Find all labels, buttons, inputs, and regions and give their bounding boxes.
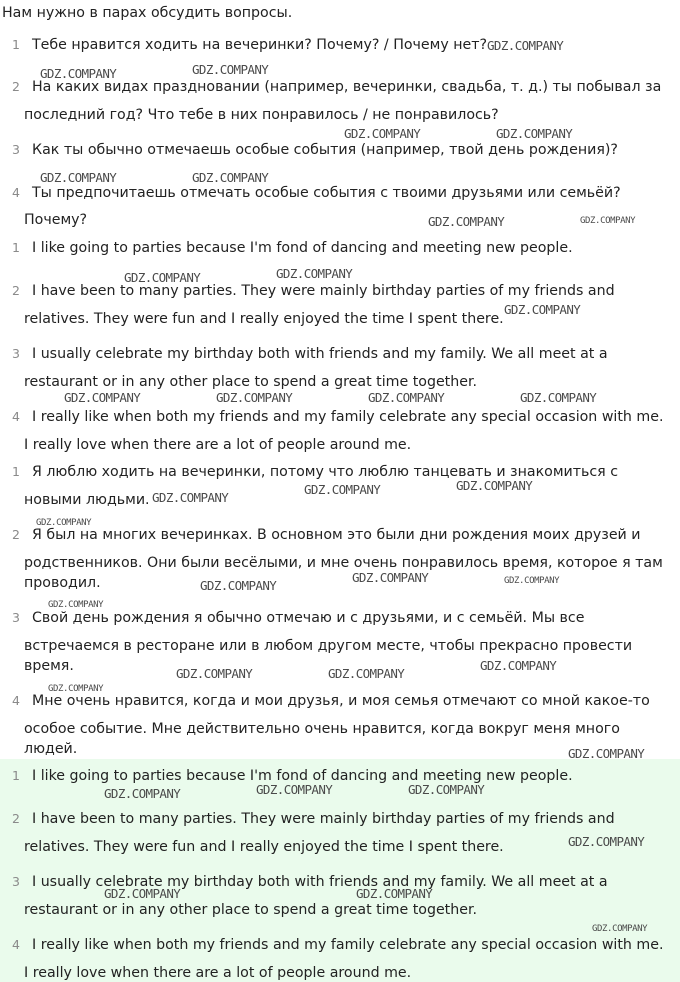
- item-number: 1: [12, 240, 20, 255]
- watermark: GDZ.COMPANY: [256, 782, 333, 797]
- watermark: GDZ.COMPANY: [480, 658, 557, 673]
- item-line: I usually celebrate my birthday both with friends and my family. We all meet at a: [32, 874, 608, 890]
- watermark: GDZ.COMPANY: [504, 576, 560, 586]
- item-number: 1: [12, 768, 20, 783]
- watermark: GDZ.COMPANY: [504, 302, 581, 317]
- watermark: GDZ.COMPANY: [304, 482, 381, 497]
- watermark: GDZ.COMPANY: [568, 834, 645, 849]
- watermark: GDZ.COMPANY: [356, 886, 433, 901]
- watermark: GDZ.COMPANY: [328, 666, 405, 681]
- item-line: I really like when both my friends and my family celebrate any special occasion with me.: [32, 409, 664, 425]
- item-line: проводил.: [24, 575, 101, 591]
- item-number: 2: [12, 283, 20, 298]
- watermark: GDZ.COMPANY: [352, 570, 429, 585]
- item-number: 4: [12, 937, 20, 952]
- watermark: GDZ.COMPANY: [344, 126, 421, 141]
- item-line: I have been to many parties. They were mainly birthday parties of my friends and: [32, 811, 615, 827]
- watermark: GDZ.COMPANY: [40, 66, 117, 81]
- item-line: Почему?: [24, 212, 88, 228]
- watermark: GDZ.COMPANY: [276, 266, 353, 281]
- item-line: I really love when there are a lot of people around me.: [24, 965, 412, 981]
- watermark: GDZ.COMPANY: [40, 170, 117, 185]
- item-line: restaurant or in any other place to spend a great time together.: [24, 374, 478, 390]
- item-number: 2: [12, 79, 20, 94]
- item-number: 4: [12, 409, 20, 424]
- watermark: GDZ.COMPANY: [124, 270, 201, 285]
- item-number: 2: [12, 527, 20, 542]
- watermark: GDZ.COMPANY: [496, 126, 573, 141]
- item-line: новыми людьми.: [24, 492, 150, 508]
- item-number: 4: [12, 693, 20, 708]
- watermark: GDZ.COMPANY: [152, 490, 229, 505]
- item-line: встречаемся в ресторане или в любом другом месте, чтобы прекрасно провести: [24, 638, 633, 654]
- item-line: родственников. Они были весёлыми, и мне очень понравилось время, которое я там: [24, 555, 663, 571]
- item-number: 4: [12, 185, 20, 200]
- item-line: время.: [24, 658, 74, 674]
- item-line: особое событие. Мне действительно очень нравится, когда вокруг меня много: [24, 721, 620, 737]
- watermark: GDZ.COMPANY: [456, 478, 533, 493]
- item-line: I like going to parties because I'm fond of dancing and meeting new people.: [32, 240, 573, 256]
- watermark: GDZ.COMPANY: [192, 170, 269, 185]
- watermark: GDZ.COMPANY: [580, 216, 636, 226]
- item-line: людей.: [24, 741, 78, 757]
- watermark: GDZ.COMPANY: [64, 390, 141, 405]
- item-line: I usually celebrate my birthday both with friends and my family. We all meet at a: [32, 346, 608, 362]
- item-line: последний год? Что тебе в них понравилось / не понравилось?: [24, 107, 499, 123]
- item-line: I really love when there are a lot of people around me.: [24, 437, 412, 453]
- item-number: 2: [12, 811, 20, 826]
- watermark: GDZ.COMPANY: [568, 746, 645, 761]
- watermark: GDZ.COMPANY: [487, 38, 564, 53]
- item-line: I like going to parties because I'm fond of dancing and meeting new people.: [32, 768, 573, 784]
- watermark: GDZ.COMPANY: [592, 924, 648, 934]
- item-line: Свой день рождения я обычно отмечаю и с друзьями, и с семьёй. Мы все: [32, 610, 585, 626]
- watermark: GDZ.COMPANY: [200, 578, 277, 593]
- watermark: GDZ.COMPANY: [428, 214, 505, 229]
- item-number: 1: [12, 37, 20, 52]
- item-number: 3: [12, 874, 20, 889]
- item-line: I have been to many parties. They were mainly birthday parties of my friends and: [32, 283, 615, 299]
- intro-text: Нам нужно в парах обсудить вопросы.: [2, 5, 293, 21]
- watermark: GDZ.COMPANY: [48, 600, 104, 610]
- watermark: GDZ.COMPANY: [520, 390, 597, 405]
- item-number: 3: [12, 610, 20, 625]
- item-line: relatives. They were fun and I really enjoyed the time I spent there.: [24, 839, 504, 855]
- item-line: relatives. They were fun and I really enjoyed the time I spent there.: [24, 311, 504, 327]
- watermark: GDZ.COMPANY: [408, 782, 485, 797]
- item-line: I really like when both my friends and my family celebrate any special occasion with me.: [32, 937, 664, 953]
- item-number: 3: [12, 142, 20, 157]
- item-line: Мне очень нравится, когда и мои друзья, и моя семья отмечают со мной какое-то: [32, 693, 650, 709]
- item-line: Я люблю ходить на вечеринки, потому что люблю танцевать и знакомиться с: [32, 464, 619, 480]
- item-number: 3: [12, 346, 20, 361]
- item-line: Тебе нравится ходить на вечеринки? Почему? / Почему нет?: [32, 37, 488, 53]
- watermark: GDZ.COMPANY: [48, 684, 104, 694]
- item-line: На каких видах праздновании (например, вечеринки, свадьба, т. д.) ты побывал за: [32, 79, 662, 95]
- item-line: Ты предпочитаешь отмечать особые события с твоими друзьями или семьёй?: [32, 185, 621, 201]
- watermark: GDZ.COMPANY: [176, 666, 253, 681]
- item-line: Как ты обычно отмечаешь особые события (например, твой день рождения)?: [32, 142, 618, 158]
- item-number: 1: [12, 464, 20, 479]
- watermark: GDZ.COMPANY: [216, 390, 293, 405]
- watermark: GDZ.COMPANY: [36, 518, 92, 528]
- item-line: restaurant or in any other place to spend a great time together.: [24, 902, 478, 918]
- watermark: GDZ.COMPANY: [104, 886, 181, 901]
- watermark: GDZ.COMPANY: [104, 786, 181, 801]
- watermark: GDZ.COMPANY: [368, 390, 445, 405]
- item-line: Я был на многих вечеринках. В основном это были дни рождения моих друзей и: [32, 527, 641, 543]
- watermark: GDZ.COMPANY: [192, 62, 269, 77]
